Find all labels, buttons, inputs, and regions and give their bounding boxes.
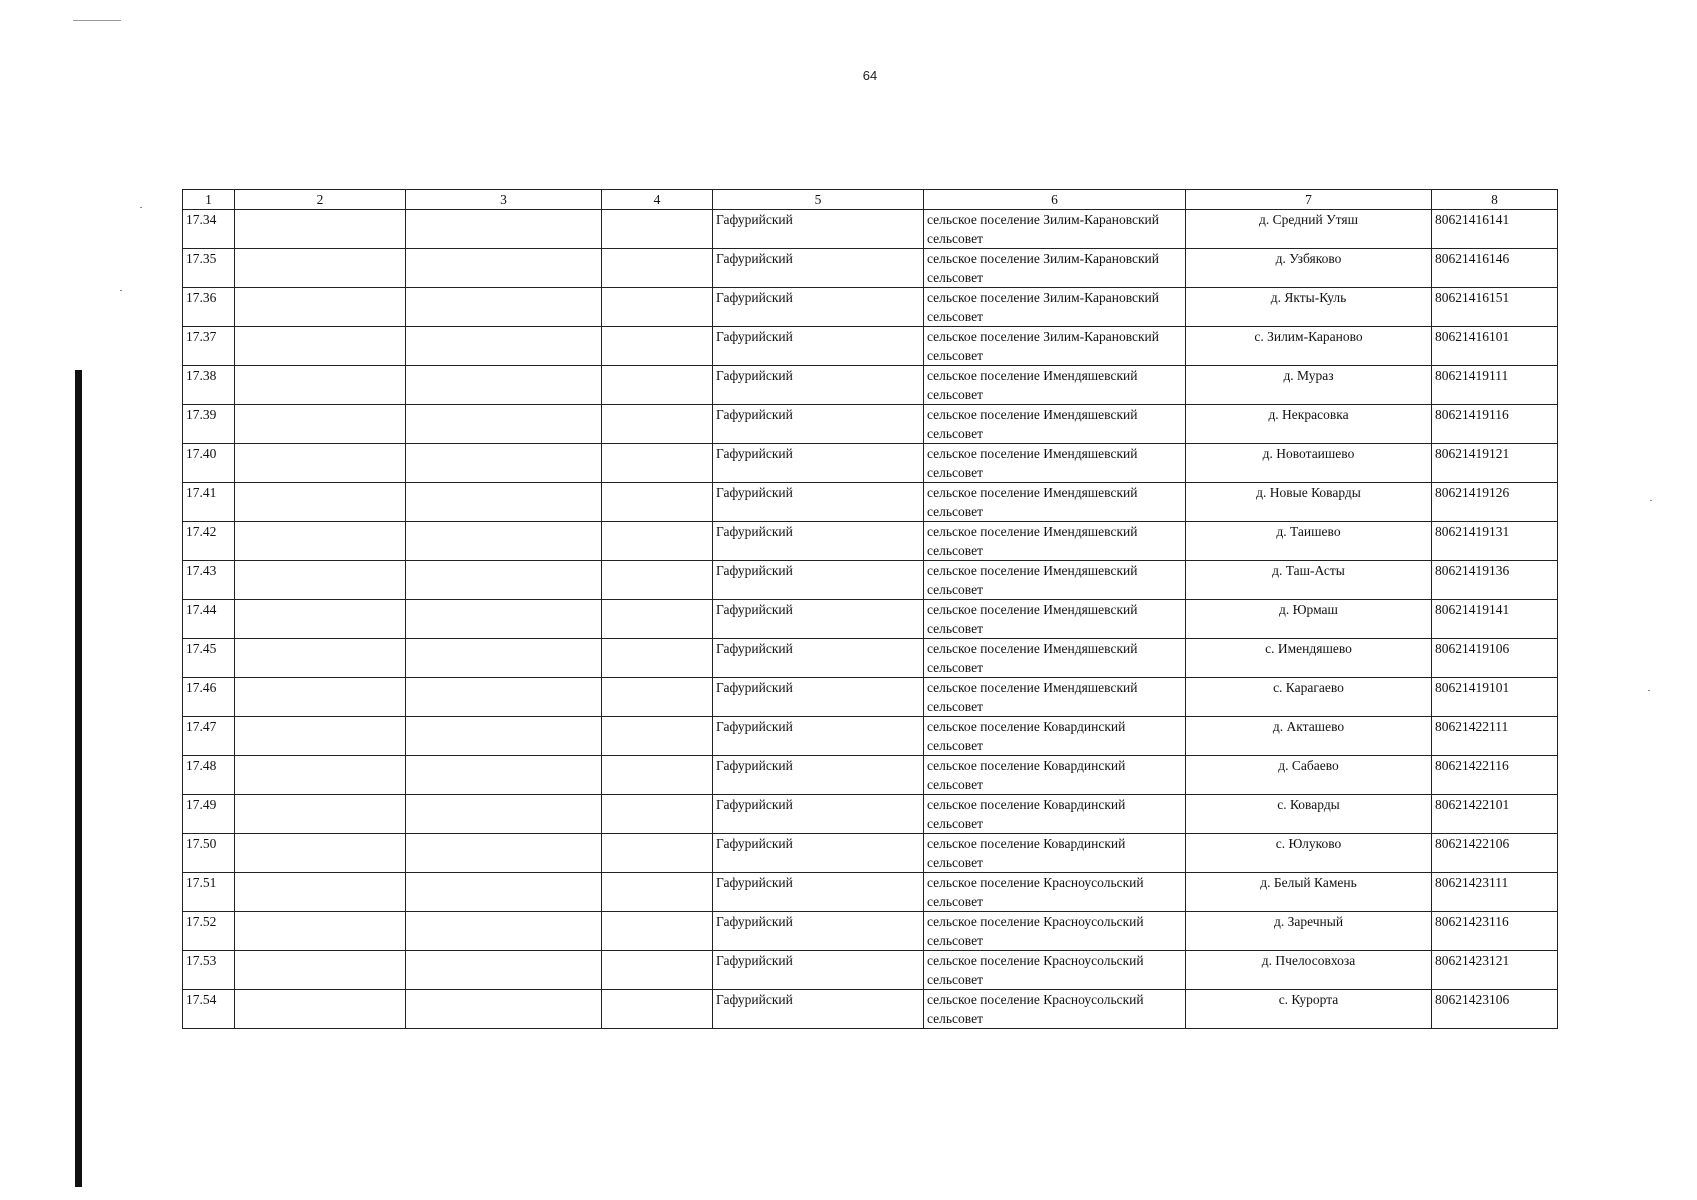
settlement-cell: с. Зилим-Караново [1186, 327, 1432, 366]
settlement-cell: с. Карагаево [1186, 678, 1432, 717]
table-row [183, 639, 1558, 678]
row-number-cell: 17.48 [183, 756, 235, 795]
empty-cell [406, 522, 602, 561]
scan-speck [1648, 690, 1650, 691]
column-header: 2 [235, 190, 406, 210]
empty-cell [602, 990, 713, 1029]
municipality-cell: сельское поселение Имендяшевский сельсовет [924, 639, 1186, 678]
row-number-cell: 17.51 [183, 873, 235, 912]
municipality-cell: сельское поселение Красноусольский сельсовет [924, 873, 1186, 912]
table-row [183, 951, 1558, 990]
row-number-cell: 17.39 [183, 405, 235, 444]
settlement-cell: д. Мураз [1186, 366, 1432, 405]
row-number-cell: 17.47 [183, 717, 235, 756]
row-number-cell: 17.43 [183, 561, 235, 600]
row-number-cell: 17.40 [183, 444, 235, 483]
oktmo-code-cell: 80621419121 [1432, 444, 1558, 483]
empty-cell [406, 210, 602, 249]
empty-cell [406, 834, 602, 873]
municipality-cell: сельское поселение Зилим-Карановский сельсовет [924, 327, 1186, 366]
row-number-cell: 17.38 [183, 366, 235, 405]
empty-cell [406, 951, 602, 990]
district-cell: Гафурийский [713, 717, 924, 756]
empty-cell [235, 912, 406, 951]
empty-cell [235, 600, 406, 639]
table-row [183, 795, 1558, 834]
page-number: 64 [862, 68, 878, 83]
row-number-cell: 17.44 [183, 600, 235, 639]
empty-cell [602, 444, 713, 483]
settlement-cell: д. Белый Камень [1186, 873, 1432, 912]
district-cell: Гафурийский [713, 678, 924, 717]
empty-cell [602, 366, 713, 405]
empty-cell [235, 405, 406, 444]
empty-cell [602, 951, 713, 990]
empty-cell [406, 717, 602, 756]
empty-cell [602, 561, 713, 600]
table-row [183, 366, 1558, 405]
column-header: 7 [1186, 190, 1432, 210]
empty-cell [235, 249, 406, 288]
empty-cell [406, 444, 602, 483]
oktmo-code-cell: 80621419101 [1432, 678, 1558, 717]
settlement-cell: д. Таишево [1186, 522, 1432, 561]
settlement-cell: с. Курорта [1186, 990, 1432, 1029]
row-number-cell: 17.52 [183, 912, 235, 951]
column-header: 8 [1432, 190, 1558, 210]
municipality-cell: сельское поселение Зилим-Карановский сельсовет [924, 249, 1186, 288]
row-number-cell: 17.37 [183, 327, 235, 366]
district-cell: Гафурийский [713, 600, 924, 639]
oktmo-code-cell: 80621422111 [1432, 717, 1558, 756]
district-cell: Гафурийский [713, 990, 924, 1029]
empty-cell [406, 912, 602, 951]
row-number-cell: 17.50 [183, 834, 235, 873]
empty-cell [602, 834, 713, 873]
municipality-cell: сельское поселение Зилим-Карановский сельсовет [924, 288, 1186, 327]
table-row [183, 405, 1558, 444]
municipality-cell: сельское поселение Зилим-Карановский сельсовет [924, 210, 1186, 249]
oktmo-code-cell: 80621423116 [1432, 912, 1558, 951]
table-body [183, 210, 1558, 1029]
empty-cell [406, 639, 602, 678]
empty-cell [235, 951, 406, 990]
municipality-cell: сельское поселение Имендяшевский сельсовет [924, 678, 1186, 717]
district-cell: Гафурийский [713, 873, 924, 912]
empty-cell [602, 210, 713, 249]
empty-cell [602, 795, 713, 834]
district-cell: Гафурийский [713, 366, 924, 405]
empty-cell [602, 600, 713, 639]
district-cell: Гафурийский [713, 834, 924, 873]
oktmo-code-cell: 80621419106 [1432, 639, 1558, 678]
settlement-cell: д. Узбяково [1186, 249, 1432, 288]
municipality-cell: сельское поселение Имендяшевский сельсовет [924, 561, 1186, 600]
municipality-cell: сельское поселение Ковардинский сельсовет [924, 717, 1186, 756]
oktmo-code-cell: 80621419136 [1432, 561, 1558, 600]
empty-cell [235, 990, 406, 1029]
settlements-table [182, 189, 1558, 1029]
district-cell: Гафурийский [713, 210, 924, 249]
row-number-cell: 17.35 [183, 249, 235, 288]
column-header: 3 [406, 190, 602, 210]
district-cell: Гафурийский [713, 912, 924, 951]
settlement-cell: д. Таш-Асты [1186, 561, 1432, 600]
empty-cell [235, 366, 406, 405]
row-number-cell: 17.41 [183, 483, 235, 522]
settlement-cell: д. Юрмаш [1186, 600, 1432, 639]
empty-cell [235, 561, 406, 600]
oktmo-code-cell: 80621419131 [1432, 522, 1558, 561]
district-cell: Гафурийский [713, 405, 924, 444]
municipality-cell: сельское поселение Красноусольский сельсовет [924, 951, 1186, 990]
settlement-cell: д. Пчелосовхоза [1186, 951, 1432, 990]
empty-cell [602, 717, 713, 756]
table-row [183, 444, 1558, 483]
column-header: 1 [183, 190, 235, 210]
oktmo-code-cell: 80621419111 [1432, 366, 1558, 405]
oktmo-code-cell: 80621416146 [1432, 249, 1558, 288]
row-number-cell: 17.53 [183, 951, 235, 990]
district-cell: Гафурийский [713, 795, 924, 834]
settlement-cell: д. Новые Коварды [1186, 483, 1432, 522]
district-cell: Гафурийский [713, 249, 924, 288]
row-number-cell: 17.42 [183, 522, 235, 561]
settlement-cell: с. Коварды [1186, 795, 1432, 834]
table-row [183, 522, 1558, 561]
table-row [183, 288, 1558, 327]
empty-cell [602, 483, 713, 522]
column-header: 6 [924, 190, 1186, 210]
empty-cell [235, 873, 406, 912]
empty-cell [406, 483, 602, 522]
column-header: 5 [713, 190, 924, 210]
table-row [183, 249, 1558, 288]
empty-cell [406, 327, 602, 366]
empty-cell [235, 444, 406, 483]
district-cell: Гафурийский [713, 561, 924, 600]
empty-cell [235, 717, 406, 756]
oktmo-code-cell: 80621416101 [1432, 327, 1558, 366]
empty-cell [406, 873, 602, 912]
table-row [183, 678, 1558, 717]
district-cell: Гафурийский [713, 951, 924, 990]
oktmo-code-cell: 80621416141 [1432, 210, 1558, 249]
district-cell: Гафурийский [713, 327, 924, 366]
table-row [183, 327, 1558, 366]
empty-cell [602, 405, 713, 444]
empty-cell [235, 678, 406, 717]
empty-cell [602, 639, 713, 678]
municipality-cell: сельское поселение Имендяшевский сельсовет [924, 444, 1186, 483]
empty-cell [602, 249, 713, 288]
municipality-cell: сельское поселение Имендяшевский сельсовет [924, 405, 1186, 444]
empty-cell [235, 795, 406, 834]
table-row [183, 717, 1558, 756]
district-cell: Гафурийский [713, 444, 924, 483]
empty-cell [235, 522, 406, 561]
municipality-cell: сельское поселение Ковардинский сельсовет [924, 795, 1186, 834]
scan-speck [140, 207, 142, 208]
settlement-cell: д. Сабаево [1186, 756, 1432, 795]
municipality-cell: сельское поселение Имендяшевский сельсовет [924, 483, 1186, 522]
settlement-cell: д. Якты-Куль [1186, 288, 1432, 327]
settlement-cell: д. Новотаишево [1186, 444, 1432, 483]
table-row [183, 873, 1558, 912]
row-number-cell: 17.54 [183, 990, 235, 1029]
empty-cell [235, 834, 406, 873]
scan-binding-edge [75, 370, 82, 1187]
municipality-cell: сельское поселение Ковардинский сельсовет [924, 834, 1186, 873]
empty-cell [406, 288, 602, 327]
settlement-cell: с. Имендяшево [1186, 639, 1432, 678]
settlement-cell: с. Юлуково [1186, 834, 1432, 873]
district-cell: Гафурийский [713, 288, 924, 327]
empty-cell [235, 288, 406, 327]
row-number-cell: 17.34 [183, 210, 235, 249]
empty-cell [235, 483, 406, 522]
oktmo-code-cell: 80621419141 [1432, 600, 1558, 639]
empty-cell [602, 873, 713, 912]
row-number-cell: 17.49 [183, 795, 235, 834]
scan-speck [120, 290, 122, 291]
row-number-cell: 17.45 [183, 639, 235, 678]
empty-cell [602, 912, 713, 951]
empty-cell [406, 990, 602, 1029]
empty-cell [406, 600, 602, 639]
scan-speck [1650, 500, 1652, 501]
settlement-cell: д. Заречный [1186, 912, 1432, 951]
municipality-cell: сельское поселение Имендяшевский сельсовет [924, 366, 1186, 405]
municipality-cell: сельское поселение Красноусольский сельсовет [924, 990, 1186, 1029]
district-cell: Гафурийский [713, 522, 924, 561]
empty-cell [602, 327, 713, 366]
district-cell: Гафурийский [713, 756, 924, 795]
municipality-cell: сельское поселение Ковардинский сельсовет [924, 756, 1186, 795]
oktmo-code-cell: 80621422101 [1432, 795, 1558, 834]
municipality-cell: сельское поселение Имендяшевский сельсовет [924, 600, 1186, 639]
empty-cell [406, 795, 602, 834]
table-row [183, 600, 1558, 639]
settlement-cell: д. Средний Утяш [1186, 210, 1432, 249]
table-row [183, 483, 1558, 522]
empty-cell [406, 561, 602, 600]
row-number-cell: 17.36 [183, 288, 235, 327]
oktmo-code-cell: 80621416151 [1432, 288, 1558, 327]
empty-cell [602, 756, 713, 795]
oktmo-code-cell: 80621422116 [1432, 756, 1558, 795]
empty-cell [235, 210, 406, 249]
district-cell: Гафурийский [713, 639, 924, 678]
table-row [183, 990, 1558, 1029]
table-row [183, 912, 1558, 951]
empty-cell [602, 288, 713, 327]
oktmo-code-cell: 80621423111 [1432, 873, 1558, 912]
table-header-row [183, 190, 1558, 210]
empty-cell [406, 366, 602, 405]
oktmo-code-cell: 80621423106 [1432, 990, 1558, 1029]
settlement-cell: д. Акташево [1186, 717, 1432, 756]
table-row [183, 561, 1558, 600]
municipality-cell: сельское поселение Имендяшевский сельсовет [924, 522, 1186, 561]
empty-cell [406, 678, 602, 717]
empty-cell [406, 405, 602, 444]
empty-cell [235, 639, 406, 678]
empty-cell [602, 522, 713, 561]
scan-artifact-line [73, 20, 121, 21]
empty-cell [235, 327, 406, 366]
oktmo-code-cell: 80621423121 [1432, 951, 1558, 990]
municipality-cell: сельское поселение Красноусольский сельсовет [924, 912, 1186, 951]
table-row [183, 834, 1558, 873]
empty-cell [235, 756, 406, 795]
empty-cell [602, 678, 713, 717]
column-header: 4 [602, 190, 713, 210]
table-row [183, 756, 1558, 795]
empty-cell [406, 249, 602, 288]
row-number-cell: 17.46 [183, 678, 235, 717]
settlement-cell: д. Некрасовка [1186, 405, 1432, 444]
oktmo-code-cell: 80621419116 [1432, 405, 1558, 444]
district-cell: Гафурийский [713, 483, 924, 522]
oktmo-code-cell: 80621419126 [1432, 483, 1558, 522]
table-row [183, 210, 1558, 249]
empty-cell [406, 756, 602, 795]
oktmo-code-cell: 80621422106 [1432, 834, 1558, 873]
